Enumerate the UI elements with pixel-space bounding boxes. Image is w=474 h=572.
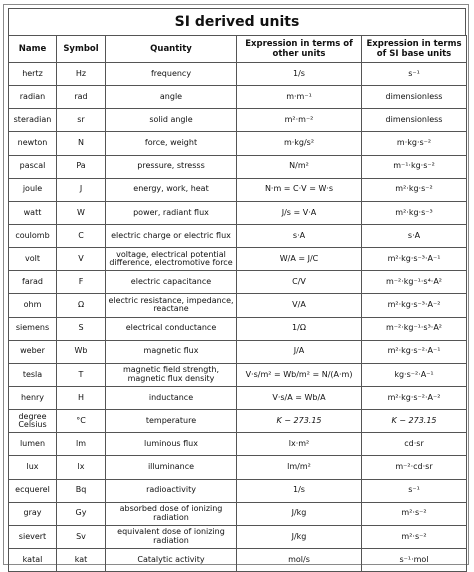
cell-symbol: Sv [57, 525, 106, 548]
cell-quantity: Catalytic activity [106, 548, 237, 571]
cell-name: hertz [9, 63, 57, 86]
table-row [9, 248, 467, 271]
cell-quantity: magnetic flux [106, 340, 237, 363]
cell-expression-base: s⁻¹ [362, 479, 467, 502]
cell-quantity: radioactivity [106, 479, 237, 502]
table-row [9, 386, 467, 409]
cell-expression-base: dimensionless [362, 86, 467, 109]
header-quantity: Quantity [106, 36, 237, 63]
cell-quantity: frequency [106, 63, 237, 86]
cell-expression-other: lm/m² [237, 456, 362, 479]
cell-expression-other: C/V [237, 271, 362, 294]
cell-symbol: Bq [57, 479, 106, 502]
cell-symbol: V [57, 248, 106, 271]
table-row [9, 178, 467, 201]
cell-expression-base: m²·kg·s⁻²·A⁻¹ [362, 340, 467, 363]
table-row [9, 155, 467, 178]
cell-expression-other: lx·m² [237, 433, 362, 456]
cell-name: sievert [9, 525, 57, 548]
cell-name: volt [9, 248, 57, 271]
cell-name: gray [9, 502, 57, 525]
cell-expression-base: m⁻¹·kg·s⁻² [362, 155, 467, 178]
cell-symbol: T [57, 363, 106, 386]
cell-quantity: inductance [106, 386, 237, 409]
cell-symbol: °C [57, 410, 106, 433]
cell-expression-base: K − 273.15 [362, 410, 467, 433]
table-row [9, 132, 467, 155]
cell-expression-other: J/kg [237, 502, 362, 525]
cell-quantity: magnetic field strength, magnetic flux density [106, 363, 237, 386]
cell-name: pascal [9, 155, 57, 178]
cell-expression-other: J/kg [237, 525, 362, 548]
cell-expression-other: W/A = J/C [237, 248, 362, 271]
cell-symbol: Gy [57, 502, 106, 525]
cell-symbol: kat [57, 548, 106, 571]
header-expression-base: Expression in terms of SI base units [362, 36, 467, 63]
table-row [9, 86, 467, 109]
cell-expression-other: m·kg/s² [237, 132, 362, 155]
cell-quantity: voltage, electrical potential difference, electromotive force [106, 248, 237, 271]
table-row [9, 201, 467, 224]
cell-symbol: lm [57, 433, 106, 456]
cell-name: steradian [9, 109, 57, 132]
cell-symbol: C [57, 224, 106, 247]
cell-expression-other: m·m⁻¹ [237, 86, 362, 109]
cell-name: radian [9, 86, 57, 109]
cell-quantity: energy, work, heat [106, 178, 237, 201]
cell-name: coulomb [9, 224, 57, 247]
cell-name: tesla [9, 363, 57, 386]
cell-expression-other: N·m = C·V = W·s [237, 178, 362, 201]
table-row [9, 363, 467, 386]
table-title: SI derived units [8, 8, 466, 35]
si-derived-units-table [8, 35, 467, 572]
header-name: Name [9, 36, 57, 63]
table-row [9, 548, 467, 571]
table-row [9, 525, 467, 548]
cell-name: katal [9, 548, 57, 571]
cell-expression-base: s·A [362, 224, 467, 247]
table-row [9, 340, 467, 363]
cell-expression-other: V/A [237, 294, 362, 317]
cell-name: watt [9, 201, 57, 224]
cell-expression-other: s·A [237, 224, 362, 247]
header-row [9, 36, 467, 63]
cell-name: joule [9, 178, 57, 201]
cell-symbol: H [57, 386, 106, 409]
cell-symbol: F [57, 271, 106, 294]
cell-quantity: equivalent dose of ionizing radiation [106, 525, 237, 548]
cell-expression-other: V·s/A = Wb/A [237, 386, 362, 409]
cell-expression-other: J/s = V·A [237, 201, 362, 224]
cell-expression-base: m²·s⁻² [362, 502, 467, 525]
cell-expression-base: m⁻²·kg⁻¹·s³·A² [362, 317, 467, 340]
cell-quantity: electric capacitance [106, 271, 237, 294]
header-symbol: Symbol [57, 36, 106, 63]
cell-symbol: Wb [57, 340, 106, 363]
cell-quantity: power, radiant flux [106, 201, 237, 224]
cell-expression-base: m²·kg·s⁻² [362, 178, 467, 201]
cell-expression-other: m²·m⁻² [237, 109, 362, 132]
cell-name: ecquerel [9, 479, 57, 502]
cell-name: degree Celsius [9, 410, 57, 433]
cell-expression-other: J/A [237, 340, 362, 363]
cell-name: ohm [9, 294, 57, 317]
cell-name: lumen [9, 433, 57, 456]
cell-expression-base: dimensionless [362, 109, 467, 132]
cell-quantity: angle [106, 86, 237, 109]
cell-quantity: electric charge or electric flux [106, 224, 237, 247]
cell-quantity: solid angle [106, 109, 237, 132]
cell-name: lux [9, 456, 57, 479]
cell-expression-other: 1/s [237, 63, 362, 86]
cell-symbol: Ω [57, 294, 106, 317]
cell-expression-base: kg·s⁻²·A⁻¹ [362, 363, 467, 386]
cell-symbol: sr [57, 109, 106, 132]
cell-symbol: J [57, 178, 106, 201]
cell-quantity: temperature [106, 410, 237, 433]
cell-expression-base: s⁻¹ [362, 63, 467, 86]
cell-quantity: electric resistance, impedance, reactane [106, 294, 237, 317]
cell-expression-base: m²·s⁻² [362, 525, 467, 548]
cell-expression-base: m²·kg·s⁻³·A⁻² [362, 294, 467, 317]
table-row [9, 479, 467, 502]
table-row [9, 109, 467, 132]
cell-name: siemens [9, 317, 57, 340]
cell-symbol: Pa [57, 155, 106, 178]
table-row [9, 271, 467, 294]
cell-name: newton [9, 132, 57, 155]
cell-quantity: force, weight [106, 132, 237, 155]
table-row [9, 294, 467, 317]
cell-name: henry [9, 386, 57, 409]
cell-name: weber [9, 340, 57, 363]
cell-expression-base: cd·sr [362, 433, 467, 456]
table-row [9, 502, 467, 525]
cell-symbol: Hz [57, 63, 106, 86]
cell-quantity: pressure, stresss [106, 155, 237, 178]
cell-expression-other: 1/s [237, 479, 362, 502]
cell-expression-base: m⁻²·kg⁻¹·s⁴·A² [362, 271, 467, 294]
cell-symbol: W [57, 201, 106, 224]
cell-quantity: illuminance [106, 456, 237, 479]
cell-quantity: electrical conductance [106, 317, 237, 340]
cell-symbol: N [57, 132, 106, 155]
cell-expression-base: m²·kg·s⁻²·A⁻² [362, 386, 467, 409]
cell-expression-other: V·s/m² = Wb/m² = N/(A·m) [237, 363, 362, 386]
cell-expression-base: m⁻²·cd·sr [362, 456, 467, 479]
cell-expression-base: m²·kg·s⁻³ [362, 201, 467, 224]
table-row [9, 317, 467, 340]
table-row [9, 433, 467, 456]
cell-quantity: absorbed dose of ionizing radiation [106, 502, 237, 525]
cell-symbol: lx [57, 456, 106, 479]
cell-expression-other: mol/s [237, 548, 362, 571]
table-row [9, 224, 467, 247]
header-expression-other: Expression in terms of other units [237, 36, 362, 63]
cell-expression-base: s⁻¹·mol [362, 548, 467, 571]
cell-expression-other: K − 273.15 [237, 410, 362, 433]
table-row [9, 410, 467, 433]
cell-name: farad [9, 271, 57, 294]
table-body [9, 63, 467, 572]
cell-expression-base: m·kg·s⁻² [362, 132, 467, 155]
table-row [9, 63, 467, 86]
cell-symbol: S [57, 317, 106, 340]
table-row [9, 456, 467, 479]
cell-expression-other: 1/Ω [237, 317, 362, 340]
cell-expression-base: m²·kg·s⁻³·A⁻¹ [362, 248, 467, 271]
cell-quantity: luminous flux [106, 433, 237, 456]
cell-symbol: rad [57, 86, 106, 109]
cell-expression-other: N/m² [237, 155, 362, 178]
